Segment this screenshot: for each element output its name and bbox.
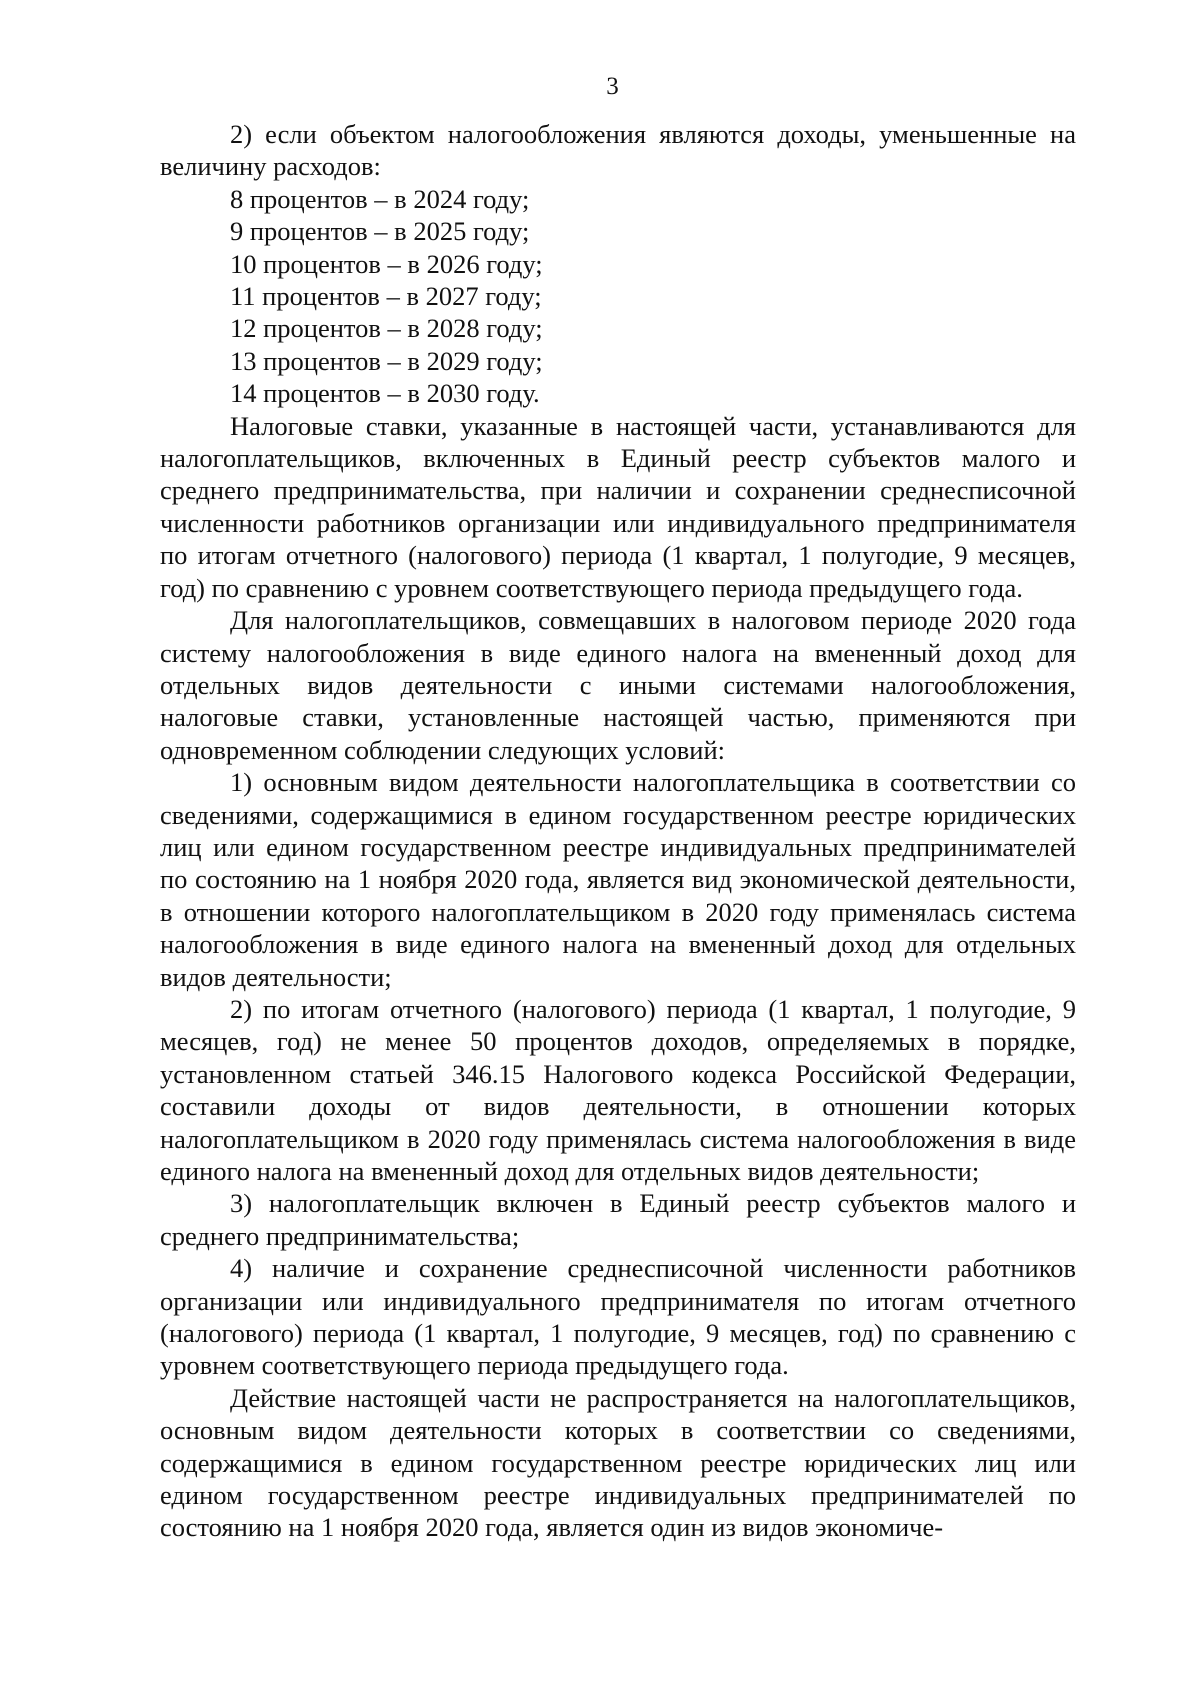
condition-item-3: 3) налогоплательщик включен в Единый реестр субъектов малого и среднего предпринимательства;	[160, 1188, 1076, 1251]
page-number: 3	[606, 73, 619, 100]
paragraph-combined-regime: Для налогоплательщиков, совмещавших в налоговом периоде 2020 года систему налогообложения в виде единого налога на вмененный доход для отдельных видов деятельности с иными системами налогообложения, налоговые ставки, установленные настоящей частью, применяются при одновременном соблюдении следующих условий:	[160, 605, 1076, 765]
document-body	[160, 118, 1076, 1544]
tax-rate-list	[160, 183, 1076, 410]
paragraph-rates-conditions: Налоговые ставки, указанные в настоящей части, устанавливаются для налогоплательщиков, включенных в Единый реестр субъектов малого и среднего предпринимательства, при наличии и сохранении среднесписочной численности работников организации или индивидуального предпринимателя по итогам отчетного (налогового) периода (1 квартал, 1 полугодие, 9 месяцев, год) по сравнению с уровнем соответствующего периода предыдущего года.	[160, 410, 1076, 603]
tax-rate-item: 8 процентов – в 2024 году;	[230, 183, 530, 214]
paragraph-intro: 2) если объектом налогообложения являются доходы, уменьшенные на величину расходов:	[160, 119, 1076, 182]
tax-rate-item: 9 процентов – в 2025 году;	[230, 216, 530, 247]
paragraph-exclusion: Действие настоящей части не распространяется на налогоплательщиков, основным видом деятельности которых в соответствии со сведениями, содержащимися в едином государственном реестре юридических лиц или едином государственном реестре индивидуальных предпринимателей по состоянию на 1 ноября 2020 года, является один из видов экономиче-	[160, 1382, 1076, 1543]
tax-rate-item: 14 процентов – в 2030 году.	[230, 378, 540, 409]
condition-item-4: 4) наличие и сохранение среднесписочной численности работников организации или индивидуального предпринимателя по итогам отчетного (налогового) периода (1 квартал, 1 полугодие, 9 месяцев, год) по сравнению с уровнем соответствующего периода предыдущего года.	[160, 1253, 1076, 1381]
condition-item-2: 2) по итогам отчетного (налогового) периода (1 квартал, 1 полугодие, 9 месяцев, год) не менее 50 процентов доходов, определяемых в порядке, установленном статьей 346.15 Налогового кодекса Российской Федерации, составили доходы от видов деятельности, в отношении которых налогоплательщиком в 2020 году применялась система налогообложения в виде единого налога на вмененный доход для отдельных видов деятельности;	[160, 993, 1076, 1186]
tax-rate-item: 10 процентов – в 2026 году;	[230, 248, 543, 279]
tax-rate-item: 12 процентов – в 2028 году;	[230, 313, 543, 344]
tax-rate-item: 11 процентов – в 2027 году;	[230, 281, 542, 312]
tax-rate-item: 13 процентов – в 2029 году;	[230, 345, 543, 376]
condition-item-1: 1) основным видом деятельности налогоплательщика в соответствии со сведениями, содержащимися в едином государственном реестре юридических лиц или едином государственном реестре индивидуальных предпринимателей по состоянию на 1 ноября 2020 года, является вид экономической деятельности, в отношении которого налогоплательщиком в 2020 году применялась система налогообложения в виде единого налога на вмененный доход для отдельных видов деятельности;	[160, 767, 1076, 992]
